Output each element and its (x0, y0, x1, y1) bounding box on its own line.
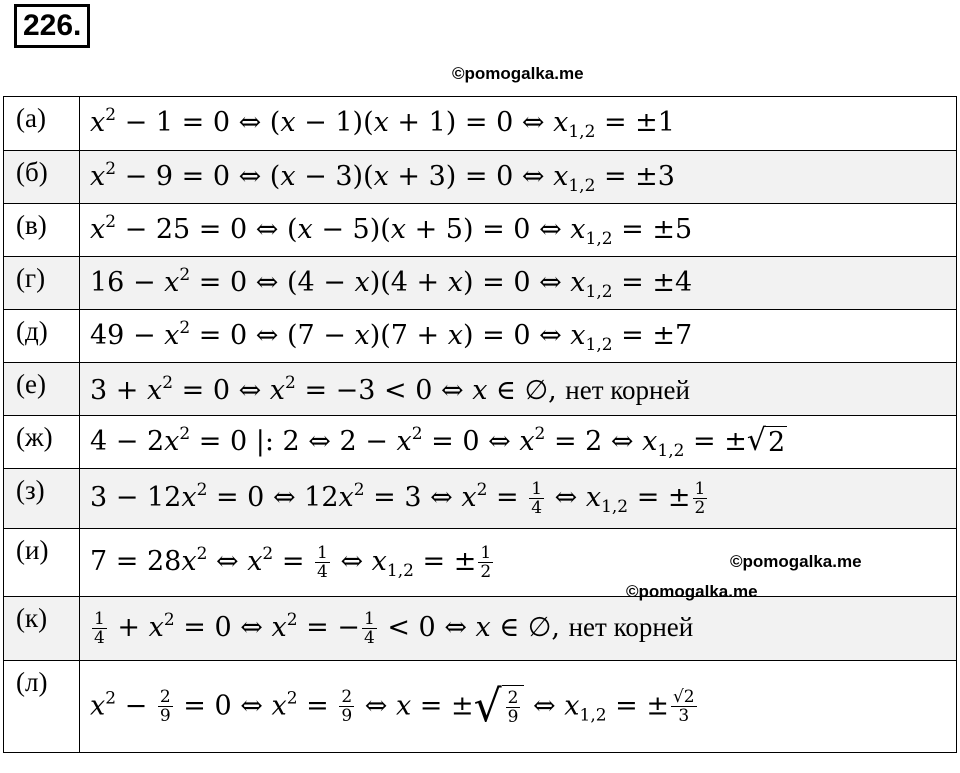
no-roots-text: нет корней (568, 612, 694, 642)
solutions-table (3, 96, 957, 753)
equation-v: $x^2 - 25 = 0$ ⇔ (x − 5)(x + 5) = 0 ⇔ $x_{1,2} = \pm 5$ (80, 204, 957, 257)
row-label: (а) (4, 97, 80, 151)
no-roots-text: нет корней (565, 374, 690, 405)
watermark-middle: ©pomogalka.me (626, 582, 758, 601)
table-row (4, 151, 957, 204)
row-label: (б) (4, 151, 80, 204)
table-row (4, 97, 957, 151)
watermark-top: ©pomogalka.me (452, 64, 584, 83)
watermark-middle-right: ©pomogalka.me (730, 552, 862, 571)
equation-zh: $4 - 2x^2 = 0$ |: 2 ⇔ $2 - x^2 = 0$ ⇔ $x^2 = 2$ ⇔ $x_{1,2}$ = ± √ 2 (80, 416, 957, 469)
equation-g: $16 - x^2 = 0$ ⇔ (4 − x)(4 + x) = 0 ⇔ $x_{1,2} = \pm 4$ (80, 257, 957, 310)
equation-d: $49 - x^2 = 0$ ⇔ (7 − x)(7 + x) = 0 ⇔ $x_{1,2} = \pm 7$ (80, 310, 957, 363)
row-label: (з) (4, 469, 80, 529)
table-row (4, 597, 957, 661)
row-label: (е) (4, 363, 80, 416)
equation-z: $3 - 12x^2 = 0$ ⇔ $12x^2 = 3$ ⇔ $x^2$ = $\frac{1}{4}$ ⇔ $x_{1,2}$ = ± $\frac{1}{2}$ (80, 469, 957, 529)
equation-l: $x^2$ − $\frac{2}{9}$ = 0 ⇔ $x^2$ = $\frac{2}{9}$ ⇔ x = ± √ $\frac{2}{9}$ ⇔ $x_{1,2}$ = ± $\frac{√2}{3}$ (80, 661, 957, 753)
table-row (4, 363, 957, 416)
table-row (4, 310, 957, 363)
row-label: (л) (4, 661, 80, 753)
row-label: (к) (4, 597, 80, 661)
table-row (4, 469, 957, 529)
equation-e: $3 + x^2 = 0$ ⇔ $x^2 = -3 < 0$ ⇔ x ∈ ∅, нет корней (80, 363, 957, 416)
table-row (4, 661, 957, 753)
equation-b: $x^2 - 9 = 0$ ⇔ (x − 3)(x + 3) = 0 ⇔ $x_{1,2} = \pm 3$ (80, 151, 957, 204)
row-label: (г) (4, 257, 80, 310)
table-row (4, 416, 957, 469)
row-label: (ж) (4, 416, 80, 469)
row-label: (в) (4, 204, 80, 257)
equation-a: $x^2 - 1 = 0$ ⇔ (x − 1)(x + 1) = 0 ⇔ $x_{1,2} = \pm 1$ (80, 97, 957, 151)
row-label: (и) (4, 529, 80, 597)
table-row (4, 204, 957, 257)
equation-i: $7 = 28x^2$ ⇔ $x^2$ = $\frac{1}{4}$ ⇔ $x_{1,2}$ = ± $\frac{1}{2}$ (80, 529, 957, 597)
equation-k: $\frac{1}{4}$ + $x^2 = 0$ ⇔ $x^2$ = − $\frac{1}{4}$ < 0 ⇔ x ∈ ∅, нет корней (80, 597, 957, 661)
row-label: (д) (4, 310, 80, 363)
table-row (4, 257, 957, 310)
problem-number: 226. (14, 4, 90, 48)
